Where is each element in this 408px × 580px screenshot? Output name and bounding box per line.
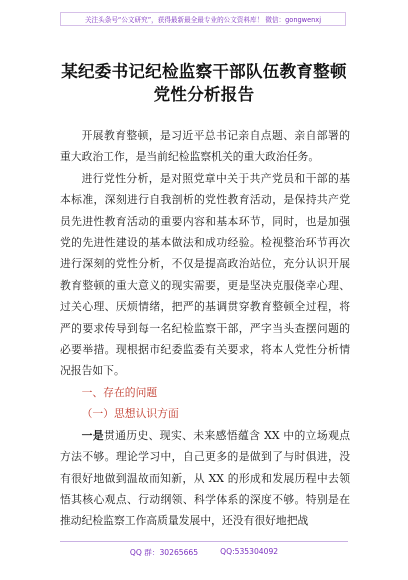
point-lead: 一是	[81, 428, 104, 442]
point-text: 贯通历史、现实、未来感悟蕴含 XX 中的立场观点方法不够。理论学习中，自己更多的是做到了与时俱进，没有很好地做到温故而知新，从 XX 的形成和发展历程中去领悟其核心观点、行动纲领、科学体系的深度不够。特别是在推动纪检监察工作高质量发展中，还没有很好地把战	[60, 428, 350, 528]
footer-qq: QQ:535304092	[220, 547, 279, 556]
paragraph-point-one	[60, 425, 350, 532]
paragraph-analysis: 进行党性分析，是对照党章中关于共产党员和干部的基本标准，深刻进行自我剖析的党性教育活动，是保持共产党员先进性教育活动的重要内容和基本环节，同时，也是加强党的先进性建设的基本做法和成功经验。检视整治环节再次进行深刻的党性分析，不仅是提高政治站位，充分认识开展教育整顿的重大意义的现实需要，更是坚决克服侥幸心理、过关心理、厌烦情绪，把严的基调贯穿教育整顿全过程，将严的要求传导到每一名纪检监察干部，严字当头查摆问题的必要举措。现根据市纪委监委有关要求，将本人党性分析情况报告如下。	[60, 171, 350, 378]
banner-text: 关注头条号“公文研究”，获得最新最全最专业的公文资料库！ 微信：gongwenxj	[84, 16, 322, 24]
top-banner	[60, 12, 346, 26]
paragraph-intro: 开展教育整顿，是习近平总书记亲自点题、亲自部署的重大政治工作，是当前纪检监察机关的重大政治任务。	[60, 129, 350, 164]
document-title: 某纪委书记纪检监察干部队伍教育整顿党性分析报告	[61, 62, 347, 104]
page-footer	[0, 547, 408, 559]
document-body	[60, 125, 350, 532]
footer-divider	[60, 541, 348, 542]
section-heading: 一、存在的问题	[81, 385, 158, 399]
subsection-heading: （一）思想认识方面	[81, 407, 179, 421]
footer-qq-group: QQ 群：30265665	[129, 548, 199, 557]
